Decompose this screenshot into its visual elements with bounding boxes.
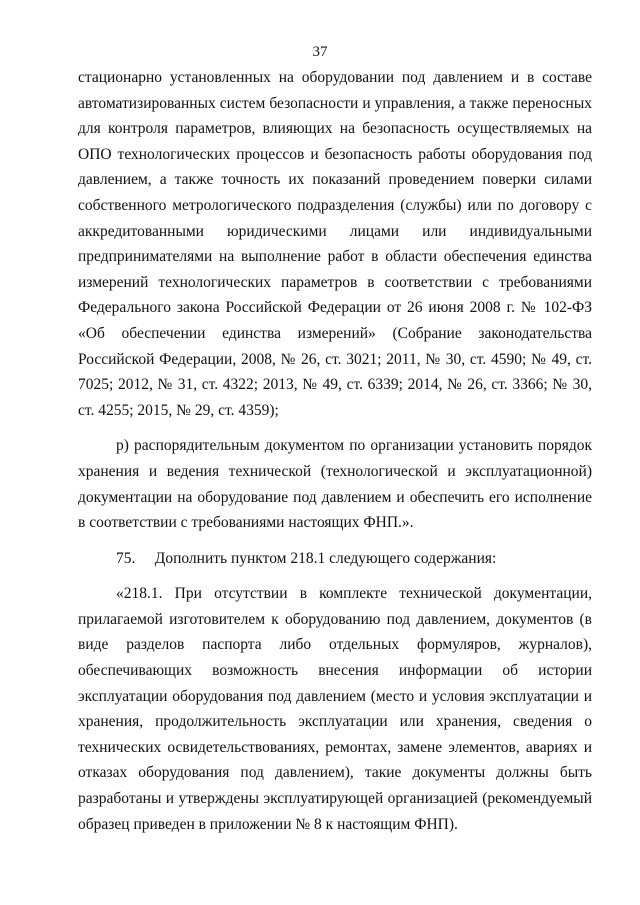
paragraph-item-r: р) распорядительным документом по организации установить порядок хранения и ведения технической (технологической и эксплуатационной) документации на оборудование под давлением и обеспечить его исполнение в соответствии с требованиями настоящих ФНП.». <box>78 437 592 532</box>
page-number: 37 <box>312 44 328 60</box>
paragraph-clause-218-1: «218.1. При отсутствии в комплекте технической документации, прилагаемой изготовителем к оборудованию под давлением, документов (в виде разделов паспорта либо отдельных формуляров, журналов), обеспечивающих возможность внесения информации об истории эксплуатации оборудования под давлением (место и условия эксплуатации и хранения, продолжительность эксплуатации или хранения, сведения о технических освидетельствованиях, ремонтах, замене элементов, авариях и отказах оборудования под давлением), такие документы должны быть разработаны и утверждены эксплуатирующей организацией (рекомендуемый образец приведен в приложении № 8 к настоящим ФНП). <box>78 585 592 833</box>
paragraph-gap <box>78 536 592 546</box>
paragraph-continuation: стационарно установленных на оборудовании под давлением и в составе автоматизированных систем безопасности и управления, а также переносных для контроля параметров, влияющих на безопасность осуществляемых на ОПО технологических процессов и безопасность работы оборудования под давлением, а также точность их показаний проведением поверки силами собственного метрологического подразделения (службы) или по договору с аккредитованными юридическими лицами или индивидуальными предпринимателями на выполнение работ в области обеспечения единства измерений технологических параметров в соответствии с требованиями Федерального закона Российской Федерации от 26 июня 2008 г. № 102-ФЗ «Об обеспечении единства измерений» (Собрание законодательства Российской Федерации, 2008, № 26, ст. 3021; 2011, № 30, ст. 4590; № 49, ст. 7025; 2012, № 31, ст. 4322; 2013, № 49, ст. 6339; 2014, № 26, ст. 3366; № 30, ст. 4255; 2015, № 29, ст. 4359); <box>78 69 592 419</box>
paragraph-gap <box>78 571 592 581</box>
paragraph-gap <box>78 423 592 433</box>
document-body <box>78 65 592 837</box>
paragraph-item-75: 75. Дополнить пунктом 218.1 следующего содержания: <box>116 549 497 567</box>
